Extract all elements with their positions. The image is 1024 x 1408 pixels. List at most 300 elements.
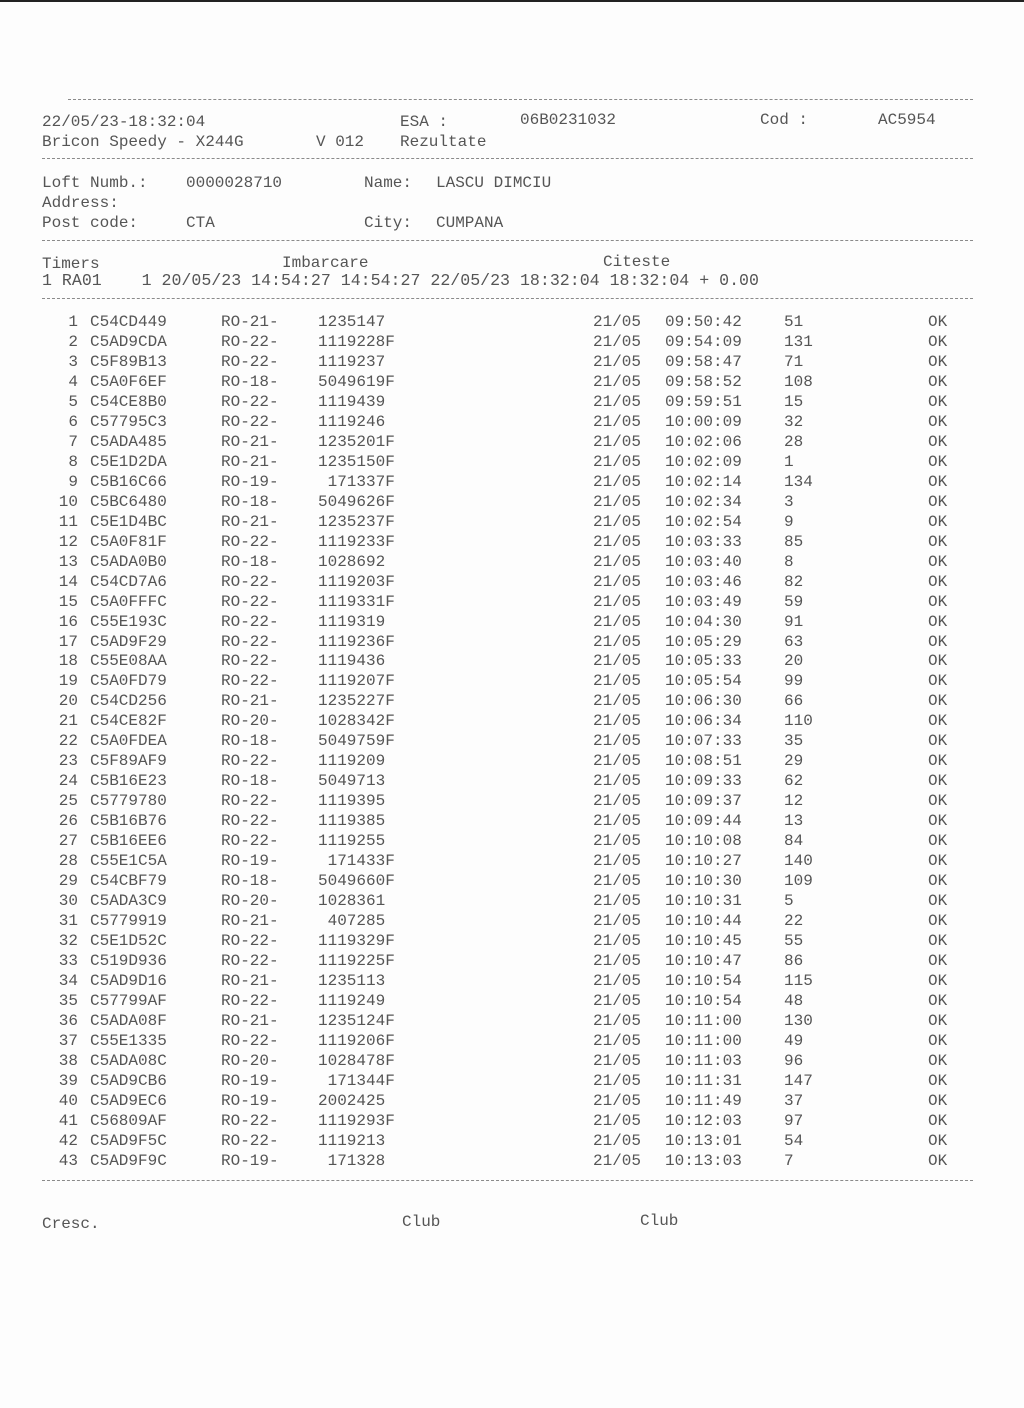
table-row — [0, 712, 1024, 732]
table-row — [0, 852, 1024, 872]
table-row — [0, 533, 1024, 553]
ring-number: 1235227F — [318, 692, 395, 711]
table-row — [0, 952, 1024, 972]
arrival-time: 10:11:03 — [665, 1051, 742, 1070]
row-number: 19 — [58, 672, 78, 691]
arrival-date: 21/05 — [593, 452, 642, 471]
table-row — [0, 692, 1024, 712]
ring-number: 1119439 — [318, 392, 386, 411]
row-number: 16 — [58, 612, 78, 631]
status: OK — [928, 692, 948, 711]
table-row — [0, 473, 1024, 493]
row-number: 38 — [58, 1051, 78, 1070]
row-number: 1 — [68, 313, 78, 331]
name-value: LASCU DIMCIU — [436, 174, 552, 192]
arrival-time: 09:58:52 — [665, 372, 742, 391]
status: OK — [928, 1091, 948, 1110]
ring-number: 1235124F — [318, 1011, 395, 1030]
row-number: 13 — [58, 552, 78, 571]
arrival-time: 10:10:47 — [665, 952, 742, 971]
ring-code: C55E1C5A — [90, 852, 167, 871]
arrival-date: 21/05 — [593, 512, 642, 531]
ring-country-year: RO-22- — [221, 392, 279, 411]
ring-number: 1119213 — [318, 1131, 386, 1150]
table-row — [0, 613, 1024, 633]
cresc-label: Cresc. — [42, 1215, 100, 1233]
ring-code: C54CD256 — [90, 692, 167, 711]
row-number: 24 — [58, 772, 78, 791]
row-number: 42 — [58, 1131, 78, 1150]
row-number: 17 — [58, 632, 78, 651]
print-datetime: 22/05/23-18:32:04 — [42, 113, 206, 131]
ring-number: 1119319 — [318, 612, 386, 631]
cod-label: Cod : — [760, 111, 809, 129]
arrival-time: 10:09:33 — [665, 772, 742, 791]
ring-country-year: RO-21- — [221, 912, 279, 931]
ring-number: 5049660F — [318, 872, 395, 891]
arrival-date: 21/05 — [593, 632, 642, 651]
arrival-time: 09:54:09 — [665, 332, 742, 351]
ring-country-year: RO-22- — [221, 572, 279, 591]
ring-country-year: RO-21- — [221, 512, 279, 531]
place: 8 — [784, 552, 794, 571]
row-number: 8 — [68, 452, 78, 471]
ring-number: 1235147 — [318, 313, 386, 331]
ring-number: 1119329F — [318, 932, 395, 951]
table-row — [0, 932, 1024, 952]
ring-code: C54CD449 — [90, 313, 167, 331]
status: OK — [928, 1051, 948, 1070]
ring-number: 1119233F — [318, 532, 395, 551]
place: 82 — [784, 572, 804, 591]
table-row — [0, 912, 1024, 932]
ring-country-year: RO-18- — [221, 552, 279, 571]
ring-country-year: RO-22- — [221, 352, 279, 371]
table-row — [0, 832, 1024, 852]
table-row — [0, 1012, 1024, 1032]
row-number: 4 — [68, 372, 78, 391]
arrival-date: 21/05 — [593, 1031, 642, 1050]
ring-number: 5049626F — [318, 492, 395, 511]
place: 55 — [784, 932, 804, 951]
row-number: 40 — [58, 1091, 78, 1110]
place: 54 — [784, 1131, 804, 1150]
status: OK — [928, 572, 948, 591]
place: 115 — [784, 972, 813, 990]
ring-country-year: RO-18- — [221, 732, 279, 751]
arrival-time: 10:04:30 — [665, 612, 742, 631]
table-row — [0, 972, 1024, 992]
ring-number: 1235237F — [318, 512, 395, 531]
place: 35 — [784, 732, 804, 751]
ring-code: C5F89B13 — [90, 352, 167, 371]
status: OK — [928, 372, 948, 391]
arrival-date: 21/05 — [593, 1131, 642, 1150]
ring-country-year: RO-22- — [221, 792, 279, 811]
place: 130 — [784, 1011, 813, 1030]
row-number: 22 — [58, 732, 78, 751]
arrival-time: 10:11:00 — [665, 1031, 742, 1050]
ring-country-year: RO-22- — [221, 952, 279, 971]
place: 51 — [784, 313, 804, 331]
club-label-2: Club — [640, 1212, 679, 1230]
status: OK — [928, 792, 948, 811]
ring-country-year: RO-20- — [221, 1051, 279, 1070]
ring-code: C5ADA08F — [90, 1011, 167, 1030]
arrival-date: 21/05 — [593, 592, 642, 611]
arrival-date: 21/05 — [593, 352, 642, 371]
row-number: 20 — [58, 692, 78, 711]
status: OK — [928, 472, 948, 491]
ring-number: 1119385 — [318, 812, 386, 831]
row-number: 7 — [68, 432, 78, 451]
row-number: 2 — [68, 332, 78, 351]
row-number: 10 — [58, 492, 78, 511]
ring-code: C56809AF — [90, 1111, 167, 1130]
arrival-date: 21/05 — [593, 892, 642, 911]
status: OK — [928, 632, 948, 651]
ring-code: C5A0F81F — [90, 532, 167, 551]
arrival-time: 10:13:03 — [665, 1151, 742, 1170]
status: OK — [928, 592, 948, 611]
status: OK — [928, 972, 948, 990]
status: OK — [928, 612, 948, 631]
place: 32 — [784, 412, 804, 431]
ring-country-year: RO-22- — [221, 1111, 279, 1130]
row-number: 28 — [58, 852, 78, 871]
ring-country-year: RO-22- — [221, 632, 279, 651]
ring-number: 1119436 — [318, 652, 386, 671]
table-row — [0, 573, 1024, 593]
timers-label: Timers — [42, 255, 100, 273]
ring-country-year: RO-19- — [221, 1091, 279, 1110]
place: 110 — [784, 712, 813, 731]
ring-country-year: RO-21- — [221, 452, 279, 471]
row-number: 37 — [58, 1031, 78, 1050]
status: OK — [928, 512, 948, 531]
ring-code: C54CE82F — [90, 712, 167, 731]
ring-number: 1028361 — [318, 892, 386, 911]
place: 85 — [784, 532, 804, 551]
row-number: 29 — [58, 872, 78, 891]
arrival-time: 10:05:29 — [665, 632, 742, 651]
status: OK — [928, 552, 948, 571]
status: OK — [928, 352, 948, 371]
ring-country-year: RO-20- — [221, 892, 279, 911]
arrival-time: 10:02:06 — [665, 432, 742, 451]
place: 9 — [784, 512, 794, 531]
arrival-time: 10:03:33 — [665, 532, 742, 551]
row-number: 32 — [58, 932, 78, 951]
address-label: Address: — [42, 194, 119, 212]
ring-number: 1028478F — [318, 1051, 395, 1070]
arrival-date: 21/05 — [593, 332, 642, 351]
status: OK — [928, 313, 948, 331]
arrival-date: 21/05 — [593, 472, 642, 491]
ring-number: 1235113 — [318, 972, 386, 990]
timer-line: 1 RA01 1 20/05/23 14:54:27 14:54:27 22/05/23 18:32:04 18:32:04 + 0.00 — [42, 271, 759, 290]
status: OK — [928, 1131, 948, 1150]
place: 59 — [784, 592, 804, 611]
cod-value: AC5954 — [878, 111, 936, 129]
table-row — [0, 672, 1024, 692]
ring-number: 171328 — [318, 1151, 386, 1170]
arrival-date: 21/05 — [593, 772, 642, 791]
arrival-time: 10:12:03 — [665, 1111, 742, 1130]
ring-country-year: RO-19- — [221, 1071, 279, 1090]
imbarcare-label: Imbarcare — [282, 254, 369, 272]
arrival-time: 10:03:40 — [665, 552, 742, 571]
esa-label: ESA : — [400, 113, 449, 131]
arrival-time: 09:58:47 — [665, 352, 742, 371]
table-row — [0, 313, 1024, 333]
ring-country-year: RO-21- — [221, 972, 279, 990]
ring-number: 1235150F — [318, 452, 395, 471]
ring-country-year: RO-22- — [221, 532, 279, 551]
table-row — [0, 413, 1024, 433]
arrival-time: 10:10:08 — [665, 832, 742, 851]
place: 22 — [784, 912, 804, 931]
status: OK — [928, 1071, 948, 1090]
arrival-date: 21/05 — [593, 712, 642, 731]
table-row — [0, 872, 1024, 892]
arrival-time: 09:50:42 — [665, 313, 742, 331]
row-number: 5 — [68, 392, 78, 411]
row-number: 9 — [68, 472, 78, 491]
place: 62 — [784, 772, 804, 791]
table-row — [0, 593, 1024, 613]
ring-number: 5049619F — [318, 372, 395, 391]
ring-code: C5A0F6EF — [90, 372, 167, 391]
arrival-date: 21/05 — [593, 752, 642, 771]
arrival-time: 10:11:31 — [665, 1071, 742, 1090]
row-number: 31 — [58, 912, 78, 931]
ring-number: 1119236F — [318, 632, 395, 651]
ring-country-year: RO-22- — [221, 812, 279, 831]
status: OK — [928, 652, 948, 671]
row-number: 43 — [58, 1151, 78, 1170]
arrival-time: 10:10:54 — [665, 972, 742, 990]
ring-country-year: RO-22- — [221, 412, 279, 431]
arrival-time: 10:06:34 — [665, 712, 742, 731]
ring-code: C54CD7A6 — [90, 572, 167, 591]
status: OK — [928, 732, 948, 751]
ring-number: 1028692 — [318, 552, 386, 571]
arrival-time: 10:10:45 — [665, 932, 742, 951]
arrival-date: 21/05 — [593, 1051, 642, 1070]
ring-code: C55E193C — [90, 612, 167, 631]
ring-code: C54CE8B0 — [90, 392, 167, 411]
ring-code: C5ADA08C — [90, 1051, 167, 1070]
status: OK — [928, 532, 948, 551]
table-row — [0, 1072, 1024, 1092]
table-row — [0, 373, 1024, 393]
esa-value: 06B0231032 — [520, 111, 617, 129]
ring-code: C5ADA0B0 — [90, 552, 167, 571]
ring-code: C57795C3 — [90, 412, 167, 431]
ring-country-year: RO-22- — [221, 672, 279, 691]
row-number: 14 — [58, 572, 78, 591]
ring-country-year: RO-18- — [221, 772, 279, 791]
ring-code: C5AD9EC6 — [90, 1091, 167, 1110]
arrival-date: 21/05 — [593, 1011, 642, 1030]
arrival-time: 10:02:54 — [665, 512, 742, 531]
row-number: 34 — [58, 972, 78, 990]
place: 13 — [784, 812, 804, 831]
ring-country-year: RO-19- — [221, 472, 279, 491]
ring-code: C55E1335 — [90, 1031, 167, 1050]
club-label-1: Club — [402, 1213, 441, 1231]
ring-code: C5AD9CB6 — [90, 1071, 167, 1090]
ring-number: 171344F — [318, 1071, 395, 1090]
ring-number: 1119331F — [318, 592, 395, 611]
ring-code: C55E08AA — [90, 652, 167, 671]
ring-country-year: RO-21- — [221, 692, 279, 711]
place: 3 — [784, 492, 794, 511]
table-row — [0, 333, 1024, 353]
ring-number: 5049713 — [318, 772, 386, 791]
status: OK — [928, 852, 948, 871]
row-number: 6 — [68, 412, 78, 431]
ring-code: C5AD9F9C — [90, 1151, 167, 1170]
status: OK — [928, 672, 948, 691]
place: 108 — [784, 372, 813, 391]
separator — [68, 99, 973, 100]
ring-country-year: RO-20- — [221, 712, 279, 731]
device-version: V 012 — [316, 133, 365, 151]
place: 29 — [784, 752, 804, 771]
row-number: 12 — [58, 532, 78, 551]
status: OK — [928, 1111, 948, 1130]
place: 66 — [784, 692, 804, 711]
arrival-date: 21/05 — [593, 692, 642, 711]
arrival-time: 10:02:34 — [665, 492, 742, 511]
arrival-date: 21/05 — [593, 932, 642, 951]
document-type: Rezultate — [400, 133, 487, 151]
row-number: 26 — [58, 812, 78, 831]
ring-country-year: RO-22- — [221, 932, 279, 951]
arrival-date: 21/05 — [593, 1091, 642, 1110]
table-row — [0, 772, 1024, 792]
row-number: 41 — [58, 1111, 78, 1130]
table-row — [0, 1032, 1024, 1052]
arrival-time: 10:10:27 — [665, 852, 742, 871]
ring-country-year: RO-18- — [221, 492, 279, 511]
arrival-time: 09:59:51 — [665, 392, 742, 411]
arrival-date: 21/05 — [593, 872, 642, 891]
ring-code: C5AD9F29 — [90, 632, 167, 651]
ring-number: 1119249 — [318, 991, 386, 1010]
ring-country-year: RO-22- — [221, 991, 279, 1010]
arrival-time: 10:03:49 — [665, 592, 742, 611]
arrival-date: 21/05 — [593, 991, 642, 1010]
ring-number: 1119395 — [318, 792, 386, 811]
arrival-date: 21/05 — [593, 572, 642, 591]
arrival-date: 21/05 — [593, 612, 642, 631]
status: OK — [928, 492, 948, 511]
postcode-label: Post code: — [42, 214, 139, 232]
ring-code: C54CBF79 — [90, 872, 167, 891]
row-number: 3 — [68, 352, 78, 371]
city-label: City: — [364, 214, 413, 232]
loft-numb-value: 0000028710 — [186, 174, 283, 192]
arrival-date: 21/05 — [593, 432, 642, 451]
table-row — [0, 652, 1024, 672]
row-number: 21 — [58, 712, 78, 731]
place: 71 — [784, 352, 804, 371]
arrival-time: 10:02:14 — [665, 472, 742, 491]
status: OK — [928, 872, 948, 891]
ring-country-year: RO-22- — [221, 612, 279, 631]
ring-country-year: RO-21- — [221, 1011, 279, 1030]
place: 1 — [784, 452, 794, 471]
ring-code: C5AD9D16 — [90, 972, 167, 990]
ring-country-year: RO-22- — [221, 652, 279, 671]
arrival-date: 21/05 — [593, 532, 642, 551]
place: 134 — [784, 472, 813, 491]
arrival-date: 21/05 — [593, 972, 642, 990]
arrival-date: 21/05 — [593, 652, 642, 671]
table-row — [0, 1132, 1024, 1152]
table-row — [0, 553, 1024, 573]
ring-number: 1119225F — [318, 952, 395, 971]
place: 20 — [784, 652, 804, 671]
ring-code: C57799AF — [90, 991, 167, 1010]
ring-country-year: RO-22- — [221, 1031, 279, 1050]
ring-number: 1119228F — [318, 332, 395, 351]
table-row — [0, 892, 1024, 912]
place: 131 — [784, 332, 813, 351]
ring-country-year: RO-18- — [221, 372, 279, 391]
row-number: 33 — [58, 952, 78, 971]
arrival-date: 21/05 — [593, 1111, 642, 1130]
status: OK — [928, 1151, 948, 1170]
separator — [42, 240, 973, 241]
table-row — [0, 633, 1024, 653]
ring-country-year: RO-22- — [221, 592, 279, 611]
row-number: 25 — [58, 792, 78, 811]
ring-country-year: RO-22- — [221, 752, 279, 771]
ring-code: C5B16EE6 — [90, 832, 167, 851]
arrival-date: 21/05 — [593, 1071, 642, 1090]
ring-number: 1119237 — [318, 352, 386, 371]
row-number: 18 — [58, 652, 78, 671]
status: OK — [928, 392, 948, 411]
ring-number: 1119203F — [318, 572, 395, 591]
status: OK — [928, 991, 948, 1010]
arrival-time: 10:02:09 — [665, 452, 742, 471]
place: 86 — [784, 952, 804, 971]
arrival-time: 10:09:37 — [665, 792, 742, 811]
arrival-time: 10:11:49 — [665, 1091, 742, 1110]
place: 91 — [784, 612, 804, 631]
row-number: 15 — [58, 592, 78, 611]
row-number: 27 — [58, 832, 78, 851]
place: 96 — [784, 1051, 804, 1070]
status: OK — [928, 772, 948, 791]
place: 99 — [784, 672, 804, 691]
arrival-time: 10:09:44 — [665, 812, 742, 831]
status: OK — [928, 712, 948, 731]
ring-code: C5A0FFFC — [90, 592, 167, 611]
ring-number: 2002425 — [318, 1091, 386, 1110]
arrival-time: 10:10:44 — [665, 912, 742, 931]
row-number: 35 — [58, 991, 78, 1010]
loft-numb-label: Loft Numb.: — [42, 174, 148, 192]
status: OK — [928, 332, 948, 351]
city-value: CUMPANA — [436, 214, 504, 232]
row-number: 36 — [58, 1011, 78, 1030]
